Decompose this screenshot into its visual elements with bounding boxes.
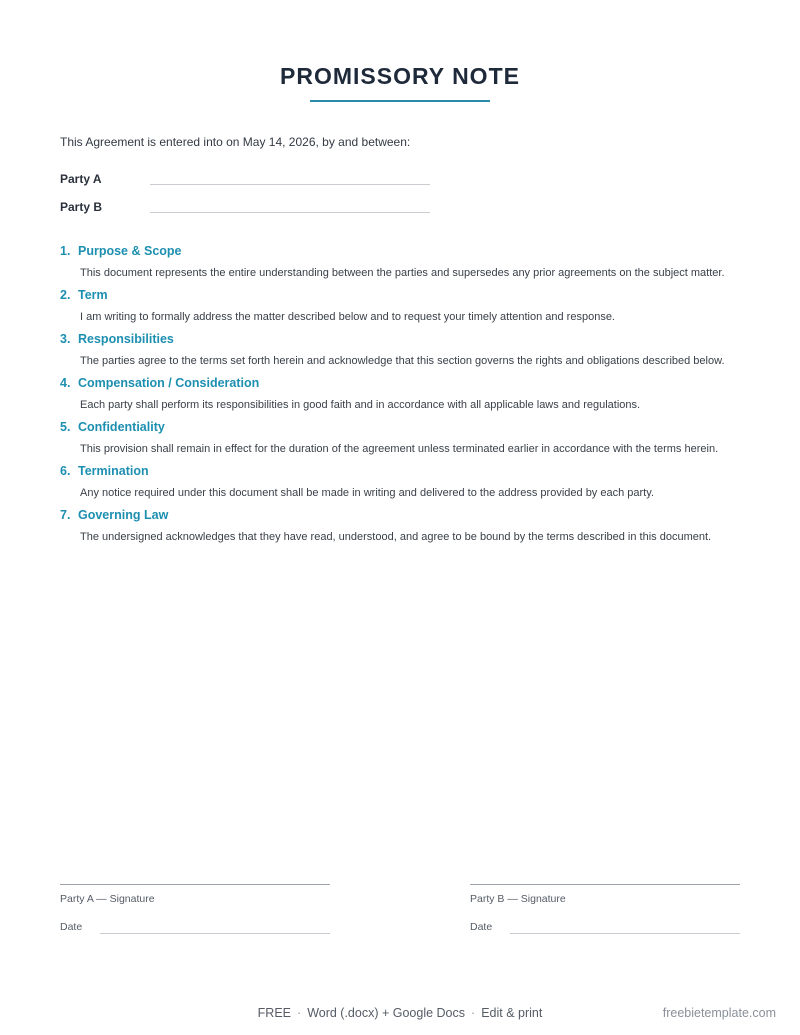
section-6 bbox=[60, 462, 740, 502]
footer-separator: · bbox=[471, 1006, 476, 1020]
section-number: 5. bbox=[60, 420, 71, 434]
section-title: Purpose & Scope bbox=[78, 244, 182, 258]
section-number: 4. bbox=[60, 376, 71, 390]
footer-formats: Word (.docx) + Google Docs bbox=[307, 1006, 466, 1020]
section-number: 6. bbox=[60, 464, 71, 478]
section-body: I am writing to formally address the matter described below and to request your timely attention and response. bbox=[80, 311, 615, 323]
party-b-label: Party B bbox=[60, 200, 103, 214]
section-heading bbox=[60, 242, 740, 260]
section-1 bbox=[60, 242, 740, 282]
section-title: Confidentiality bbox=[78, 420, 165, 434]
section-7 bbox=[60, 506, 740, 546]
section-number: 2. bbox=[60, 288, 71, 302]
section-body: This provision shall remain in effect for the duration of the agreement unless terminated earlier in accordance with the terms herein. bbox=[80, 443, 719, 455]
date-line[interactable] bbox=[100, 933, 330, 934]
signature-line[interactable] bbox=[60, 884, 330, 885]
date-label: Date bbox=[60, 921, 83, 933]
section-4 bbox=[60, 374, 740, 414]
section-title: Governing Law bbox=[78, 508, 169, 522]
section-title: Termination bbox=[78, 464, 149, 478]
signature-label: Party A — Signature bbox=[60, 893, 155, 905]
section-title: Compensation / Consideration bbox=[78, 376, 260, 390]
section-number: 3. bbox=[60, 332, 71, 346]
signature-line[interactable] bbox=[470, 884, 740, 885]
section-body: Each party shall perform its responsibilities in good faith and in accordance with all applicable laws and regulations. bbox=[80, 399, 641, 411]
section-title: Term bbox=[78, 288, 108, 302]
section-number: 1. bbox=[60, 244, 71, 258]
document-title: PROMISSORY NOTE bbox=[280, 63, 520, 89]
section-2 bbox=[60, 286, 740, 326]
section-3 bbox=[60, 330, 740, 370]
date-label: Date bbox=[470, 921, 493, 933]
footer-separator: · bbox=[297, 1006, 302, 1020]
section-heading bbox=[60, 418, 740, 436]
section-heading bbox=[60, 506, 740, 524]
brand-link[interactable]: freebietemplate.com bbox=[662, 1006, 776, 1020]
party-a-line bbox=[150, 184, 430, 185]
section-body: Any notice required under this document shall be made in writing and delivered to the address provided by each party. bbox=[80, 487, 654, 499]
section-title: Responsibilities bbox=[78, 332, 174, 346]
section-body: The parties agree to the terms set forth herein and acknowledge that this section governs the rights and obligations described below. bbox=[80, 355, 725, 367]
party-b-line bbox=[150, 212, 430, 213]
intro-text: This Agreement is entered into on May 14, 2026, by and between: bbox=[60, 135, 411, 149]
section-heading bbox=[60, 330, 740, 348]
section-body: This document represents the entire understanding between the parties and supersedes any prior agreements on the subject matter. bbox=[80, 267, 725, 279]
footer-free: FREE bbox=[257, 1006, 292, 1020]
party-b-row bbox=[60, 199, 440, 219]
party-a-row bbox=[60, 171, 440, 191]
section-heading bbox=[60, 462, 740, 480]
date-line[interactable] bbox=[510, 933, 740, 934]
section-heading bbox=[60, 286, 740, 304]
title-underline bbox=[310, 100, 490, 102]
section-5 bbox=[60, 418, 740, 458]
signature-label: Party B — Signature bbox=[470, 893, 566, 905]
section-body: The undersigned acknowledges that they have read, understood, and agree to be bound by the terms described in this document. bbox=[80, 531, 712, 543]
party-a-label: Party A bbox=[60, 172, 102, 186]
footer-edit-print: Edit & print bbox=[481, 1006, 543, 1020]
section-heading bbox=[60, 374, 740, 392]
sections-list bbox=[60, 242, 740, 550]
section-number: 7. bbox=[60, 508, 71, 522]
